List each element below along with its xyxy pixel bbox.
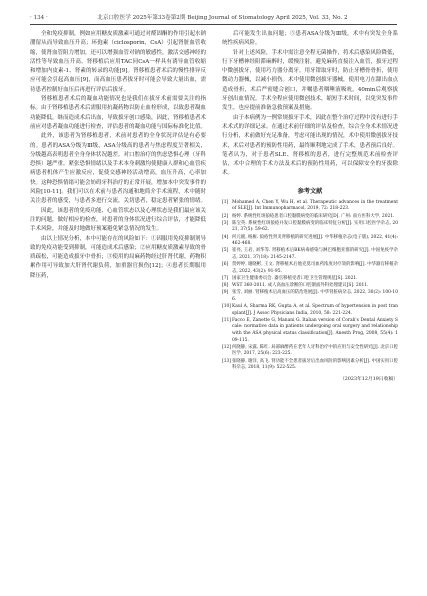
reference-number: [1] [222,199,229,205]
reference-item [222,345,398,358]
paragraph: 肾移植患者术后的凝血功能情况也是我们在拔牙术前需要关注的指标。由于肾移植患者术后需服用抗凝药物以防止血栓形成，以致患者凝血功能降低，继而造成术后出血，导致拔牙创口感染，因此，肾移植患者术前应对患者凝血功能进行检查，评估患者的凝血功能与国际标准化比值。 [30,96,207,130]
paragraph: 此外，该患者为肾移植患者，术前对患者的全身状况评估是有必要的。患者的ASA分级为Ⅲ级，ASA分级高的患者与焦虑程度呈著相关，分级越高表明患者全身身体状况越差。对口腔治疗的焦虑恐惧心理（牙科恐惧）越严重。紧张恐惧情绪以及手术本身刺激均使健康人群和心血管疾病患者机体产生应激反应，促使交感神经活动增高，血压升高，心率加快。这种恐惧情绪可能会妨碍牙科治疗的正常开展，增加本中突发事件的风险[10-11]。我们可以在术前与患者沟通和地简介手术流程，术中随时关注患者的感受，与患者多进行交流，关切患者，稳定患者紧张的情绪。 [30,133,207,205]
reference-number: [8] [222,283,229,289]
reference-text: Facco E, Zanette G, Manani G. Italian version of Corah's Dental Anxiety Scale: normative data in patients undergoing oral surgery and relationship with the ASA physical status classification[J]. Anesth Prog, 2008, 55(4): 109-115. [232,317,398,343]
reference-item [222,318,398,344]
reference-item [222,235,398,248]
reference-text: 张晓静, 谢洋, 高飞. 肾功能不全患者拔牙后出血风险的影响因素分析[J]. 中国实用口腔科杂志, 2018, 11(9): 522-525. [232,358,398,371]
received-date: （2023年12月19日收稿） [340,376,398,382]
paragraph: 针对上述风险，手术中需注意全程无菌操作，将术后感染风险降低，行下牙槽神经阻滞麻醉时，缓慢注射，避免麻药直接注入血管，拔牙过程中微创拔牙，使用巧力器分离牙。用牙钳取牙时，防止牙槽骨骨折，使用微动力器械，以减小损伤。术中使用微创拔牙器械，使用电刀在龈出血点造成骨折，术后严密缝合创口，并嘱患者咽唾液吸吮，40min后观察拔牙创出血情况。手术全程应使用微创技术，缩短手术时间，以免突发事件发生，也应提前准备急救预案及措施。 [222,49,399,112]
reference-text: 何晓静, 宋露, 陈红. 局部麻醉药在老年人牙科治疗中的应用与安全性研究[J]. 北京口腔医学, 2017, 25(6): 223-225. [232,344,398,357]
reference-number: [4] [222,234,229,240]
reference-number: [11] [222,317,232,323]
reference-number: [12] [222,344,232,350]
reference-text: 崔亮, 王岩, 刘华等. 肾移植术后BK病毒感染与淋巴细胞亚群的研究[J]. 中国免疫学杂志, 2021, 37(18): 2145-2147. [232,248,398,260]
paragraph: 全和免疫抑制，例如应用糖皮质激素可通过对醛固酮的作用引起水钠潴留从而导致血压升高；环孢素（ciclosporin，CsA）引起肾脏血管收缩，使肾血管阻力增加，还可以增强血管对钠的敏感性，激活交感神经的活性等导致血压升高。肾移植后应用TAC同CsA一样具有诱导血管收缩和增加内皮素-1、肾素的转录的功能[9]。肾移植患者术后的慢性排异反应可能会引起高血压[9]，而高血压患者拔牙时可能会导致大量出血，需待患者控制好血压后再进行评估后拔牙。 [30,31,207,93]
reference-number: [9] [222,290,229,296]
reference-item [222,214,398,221]
page-number: · 134 · [30,15,48,21]
reference-item [222,359,398,372]
reference-text: Mohamed A, Chen Y, Wu H, et al. Therapeutic advances in the treatment of SLE[J]. Int Immunopharmacol, 2019, 72: 218-223. [232,199,398,212]
reference-item [222,283,398,290]
reference-text: WST 360-2011. 成人高血压诊断的口腔颌面外科处理建议[S]. 2011. [232,283,369,289]
reference-item [222,262,398,275]
paragraph: 由以上情况分析，本中可能存在的风险如下：①因服用免疫抑制剂导致的免疫功能受到抑制，可能造成术后感染；②应用糖皮质激素导致的骨质疏松，可能造成拔牙中骨折；③使用的局麻药物经过肝肾代谢，药物积累作用可导致加大肝肾代谢负荷，加重器官损伤[12]；④患者长期服用降压药， [30,235,207,279]
reference-number: [10] [222,304,232,309]
reference-text: 张雪, 刘丽. 肾移植术后高血压的防治进展[J]. 中华肾脏病杂志, 2022, 30(2): 100-106. [232,290,398,302]
reference-number: [6] [222,262,229,268]
reference-item [222,276,398,283]
reference-text: Kaul A, Sharma RK, Gupta A, et al. Spectrum of hypertension in post transplant[J]. J Assoc Physicians India, 2010, 58: 221-224. [232,304,398,316]
paragraph: 因此，该患者的免疫功能、心血管状态以及心理状态是我们最应该关注的问题，做好相应的检查，对患者的身体状况进行综合评估，才能降低手术风险，并能及时地做好预案避免紧急情况的发生。 [30,207,207,233]
reference-text: 贺婷婷, 谢晓彬, 王文. 肾移植术后他克莫司血药浓度对疗效的影响[J]. 中华器官移植杂志, 2022, 43(2): 91-95. [232,262,398,274]
paragraph: 后可能发生出血问题；⑤患者ASA分级为Ⅲ级，术中有突发全身系统性疾病风险。 [222,31,398,47]
reference-number: [2] [222,213,229,219]
left-column [30,30,206,281]
reference-text: 何元媛, 杨雁. 狼疮性肾炎肾移植的研究进展[J]. 中华移植杂志(电子版), 2022, 41(4): 462-468. [232,234,398,247]
reference-number: [7] [222,275,229,281]
journal-header: 北京口腔医学 2025年第33卷第2期 Beijing Journal of Stomatology April 2025, Vol. 33, No. 2 [97,15,348,21]
references-heading: 参考文献 [297,187,323,195]
running-header [30,12,397,25]
reference-text: 国家卫生健康委员会. 器官移植受者口腔卫生管理规范[S]. 2021. [232,275,358,281]
reference-item [222,221,398,234]
paragraph: 由于本病例为一例常规拔牙手术，因此在整个治疗过程中没有进行手术术式的详细记录。在通过术前仔细的评估及检查，综合全身术术情况进行分析，术前做好充足准备，考虑可能出现的情况，术中使用微创拔牙技术，术后对患者的预防性用药，最终顺利地完成了手术，患者预后良好。笔者认为，对于患者SLE、肾移植的患者，进行完整规范术前检查评估，术中合理的手术方法及术后的预防性用药，可以保障安全的牙拔除术。 [222,114,399,177]
reference-text: 杨婷. 系统性红斑狼疮患者口腔黏膜病变的临床研究[D]. 广州: 南方医科大学, 2021. [232,213,395,219]
right-column [222,30,398,385]
reference-item [222,290,398,303]
reference-number: [3] [222,220,229,226]
reference-item [222,200,398,213]
reference-list [222,200,398,372]
reference-number: [13] [222,358,232,364]
reference-number: [5] [222,248,229,254]
reference-item [222,304,398,317]
reference-item [222,248,398,261]
reference-text: 陈宝英. 系统性红斑狼疮并发口腔黏膜病变的临床特征分析[J]. 实用口腔医学杂志, 2021, 37(5): 59-62. [232,220,398,233]
